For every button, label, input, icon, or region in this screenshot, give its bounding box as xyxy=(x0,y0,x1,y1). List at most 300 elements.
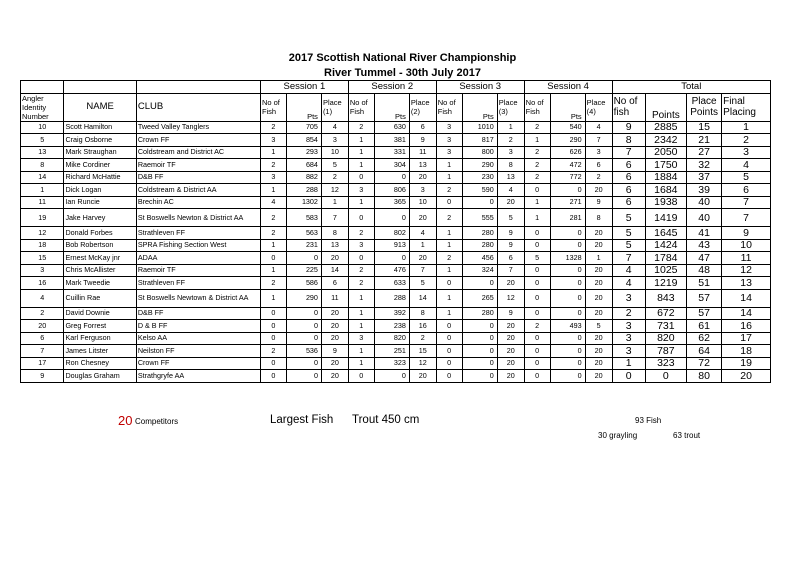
final-placing-cell: 18 xyxy=(722,345,771,358)
total-points-cell: 1884 xyxy=(645,171,686,184)
points-cell: 563 xyxy=(286,227,321,240)
place-points-cell: 61 xyxy=(687,320,722,333)
club-cell: Brechin AC xyxy=(136,196,260,209)
fish-count-cell: 2 xyxy=(524,171,550,184)
fish-count-cell: 1 xyxy=(524,209,550,227)
final-placing-cell: 2 xyxy=(722,134,771,147)
name-cell: Greg Forrest xyxy=(64,320,136,333)
table-row xyxy=(21,357,771,370)
place-cell: 4 xyxy=(497,184,524,197)
name-cell: Mark Tweedie xyxy=(64,277,136,290)
club-cell: Crown FF xyxy=(136,357,260,370)
place-cell: 13 xyxy=(321,239,348,252)
total-points-cell: 0 xyxy=(645,370,686,383)
fish-header-1: No of Fish xyxy=(260,93,286,121)
fish-count-cell: 3 xyxy=(348,239,374,252)
fish-count-cell: 0 xyxy=(348,252,374,265)
fish-count-cell: 1 xyxy=(436,239,462,252)
place-header-2: Place (2) xyxy=(409,93,436,121)
points-cell: 882 xyxy=(286,171,321,184)
club-cell: Coldstream & District AA xyxy=(136,184,260,197)
place-cell: 20 xyxy=(409,370,436,383)
points-header: Points xyxy=(645,93,686,121)
fish-count-cell: 1 xyxy=(348,196,374,209)
total-points-cell: 323 xyxy=(645,357,686,370)
session-2-header: Session 2 xyxy=(348,81,436,94)
name-cell: Richard McHattie xyxy=(64,171,136,184)
name-cell: Mike Cordiner xyxy=(64,159,136,172)
fish-count-cell: 0 xyxy=(436,370,462,383)
place-cell: 7 xyxy=(497,264,524,277)
total-points-cell: 731 xyxy=(645,320,686,333)
points-cell: 381 xyxy=(374,134,409,147)
fish-count-cell: 1 xyxy=(524,196,550,209)
points-cell: 0 xyxy=(462,357,497,370)
fish-count-cell: 2 xyxy=(260,345,286,358)
place-cell: 20 xyxy=(321,357,348,370)
place-cell: 6 xyxy=(321,277,348,290)
angler-id-cell: 8 xyxy=(21,159,64,172)
name-header: NAME xyxy=(64,93,136,121)
place-header-3: Place (3) xyxy=(497,93,524,121)
total-fish-cell: 0 xyxy=(612,370,645,383)
table-row xyxy=(21,171,771,184)
total-fish-cell: 6 xyxy=(612,159,645,172)
place-cell: 8 xyxy=(585,209,612,227)
fish-count-cell: 3 xyxy=(436,121,462,134)
fish-count-cell: 0 xyxy=(348,370,374,383)
place-points-cell: 39 xyxy=(687,184,722,197)
points-cell: 540 xyxy=(550,121,585,134)
fish-count-cell: 0 xyxy=(524,370,550,383)
points-cell: 0 xyxy=(462,196,497,209)
points-cell: 365 xyxy=(374,196,409,209)
name-cell: Cuillin Rae xyxy=(64,289,136,307)
points-cell: 280 xyxy=(462,227,497,240)
table-row xyxy=(21,277,771,290)
table-row xyxy=(21,121,771,134)
place-cell: 20 xyxy=(497,332,524,345)
angler-id-cell: 1 xyxy=(21,184,64,197)
points-cell: 854 xyxy=(286,134,321,147)
name-cell: Scott Hamilton xyxy=(64,121,136,134)
fish-count-cell: 5 xyxy=(524,252,550,265)
place-cell: 20 xyxy=(585,227,612,240)
results-table xyxy=(20,80,771,383)
points-cell: 456 xyxy=(462,252,497,265)
place-points-cell: 43 xyxy=(687,239,722,252)
fish-count-cell: 3 xyxy=(436,146,462,159)
place-cell: 20 xyxy=(585,239,612,252)
fish-count-cell: 0 xyxy=(524,264,550,277)
place-points-cell: 57 xyxy=(687,289,722,307)
place-cell: 9 xyxy=(585,196,612,209)
place-cell: 2 xyxy=(409,332,436,345)
pts-header-1: Pts xyxy=(286,93,321,121)
place-cell: 4 xyxy=(585,121,612,134)
place-cell: 6 xyxy=(585,159,612,172)
table-row xyxy=(21,184,771,197)
angler-id-cell: 5 xyxy=(21,134,64,147)
points-cell: 392 xyxy=(374,307,409,320)
name-cell: Ron Chesney xyxy=(64,357,136,370)
place-cell: 20 xyxy=(585,184,612,197)
name-cell: Chris McAllister xyxy=(64,264,136,277)
points-cell: 0 xyxy=(550,345,585,358)
fish-count-cell: 1 xyxy=(348,357,374,370)
points-cell: 251 xyxy=(374,345,409,358)
place-points-cell: 62 xyxy=(687,332,722,345)
club-cell: Neilston FF xyxy=(136,345,260,358)
place-cell: 20 xyxy=(585,332,612,345)
place-cell: 8 xyxy=(321,227,348,240)
total-points-cell: 1219 xyxy=(645,277,686,290)
angler-id-cell: 15 xyxy=(21,252,64,265)
place-cell: 13 xyxy=(409,159,436,172)
place-cell: 20 xyxy=(497,370,524,383)
place-points-cell: 72 xyxy=(687,357,722,370)
angler-id-cell: 7 xyxy=(21,345,64,358)
page-subtitle: River Tummel - 30th July 2017 xyxy=(324,67,481,79)
table-row xyxy=(21,209,771,227)
final-placing-cell: 7 xyxy=(722,196,771,209)
largest-fish-label: Largest Fish xyxy=(270,414,334,426)
club-cell: Crown FF xyxy=(136,134,260,147)
total-fish-cell: 4 xyxy=(612,264,645,277)
total-fish-cell: 1 xyxy=(612,357,645,370)
fish-count-cell: 1 xyxy=(348,146,374,159)
fish-count-cell: 0 xyxy=(524,332,550,345)
points-cell: 0 xyxy=(374,370,409,383)
fish-count-cell: 0 xyxy=(524,345,550,358)
points-cell: 280 xyxy=(462,307,497,320)
fish-count-cell: 1 xyxy=(436,159,462,172)
place-cell: 6 xyxy=(497,252,524,265)
place-cell: 5 xyxy=(497,209,524,227)
fish-count-cell: 0 xyxy=(260,252,286,265)
place-cell: 14 xyxy=(409,289,436,307)
place-points-header: Place Points xyxy=(687,93,722,121)
place-points-cell: 48 xyxy=(687,264,722,277)
largest-fish-value: Trout 450 cm xyxy=(352,414,420,426)
fish-count-cell: 0 xyxy=(260,307,286,320)
points-cell: 0 xyxy=(286,307,321,320)
column-header-row xyxy=(21,93,771,121)
angler-id-cell: 10 xyxy=(21,121,64,134)
points-cell: 1328 xyxy=(550,252,585,265)
points-cell: 0 xyxy=(374,252,409,265)
competitors-label: Competitors xyxy=(135,417,179,426)
total-fish-cell: 5 xyxy=(612,239,645,252)
name-cell: David Downie xyxy=(64,307,136,320)
points-cell: 0 xyxy=(286,357,321,370)
total-points-cell: 672 xyxy=(645,307,686,320)
fish-count-cell: 2 xyxy=(436,209,462,227)
points-cell: 280 xyxy=(462,239,497,252)
table-row xyxy=(21,239,771,252)
total-fish-header: No of fish xyxy=(612,93,645,121)
place-cell: 7 xyxy=(321,209,348,227)
place-cell: 20 xyxy=(497,320,524,333)
total-fish-cell: 3 xyxy=(612,332,645,345)
place-cell: 20 xyxy=(497,357,524,370)
fish-count-cell: 1 xyxy=(260,289,286,307)
fish-count-cell: 2 xyxy=(260,209,286,227)
table-row xyxy=(21,289,771,307)
fish-count-cell: 2 xyxy=(260,277,286,290)
place-header-1: Place (1) xyxy=(321,93,348,121)
place-points-cell: 51 xyxy=(687,277,722,290)
name-cell: Donald Forbes xyxy=(64,227,136,240)
name-cell: Dick Logan xyxy=(64,184,136,197)
table-row xyxy=(21,307,771,320)
points-cell: 590 xyxy=(462,184,497,197)
place-cell: 13 xyxy=(497,171,524,184)
place-cell: 20 xyxy=(585,264,612,277)
session-3-header: Session 3 xyxy=(436,81,524,94)
points-cell: 0 xyxy=(550,227,585,240)
club-cell: Strathleven FF xyxy=(136,277,260,290)
name-cell: Bob Robertson xyxy=(64,239,136,252)
points-cell: 0 xyxy=(286,332,321,345)
total-fish-cell: 3 xyxy=(612,345,645,358)
points-cell: 238 xyxy=(374,320,409,333)
place-cell: 20 xyxy=(585,289,612,307)
fish-count-cell: 3 xyxy=(348,184,374,197)
trout-count: 63 trout xyxy=(673,431,701,440)
points-cell: 0 xyxy=(462,345,497,358)
name-cell: Craig Osborne xyxy=(64,134,136,147)
place-cell: 9 xyxy=(497,239,524,252)
total-fish-cell: 4 xyxy=(612,277,645,290)
club-cell: D&B FF xyxy=(136,171,260,184)
place-points-cell: 80 xyxy=(687,370,722,383)
points-cell: 586 xyxy=(286,277,321,290)
table-row xyxy=(21,370,771,383)
points-cell: 271 xyxy=(550,196,585,209)
place-cell: 2 xyxy=(585,171,612,184)
total-fish-cell: 7 xyxy=(612,252,645,265)
points-cell: 0 xyxy=(550,184,585,197)
final-placing-cell: 4 xyxy=(722,159,771,172)
place-cell: 8 xyxy=(409,307,436,320)
points-cell: 290 xyxy=(286,289,321,307)
final-placing-cell: 5 xyxy=(722,171,771,184)
club-cell: Coldstream and District AC xyxy=(136,146,260,159)
place-points-cell: 27 xyxy=(687,146,722,159)
table-row xyxy=(21,320,771,333)
points-cell: 0 xyxy=(374,209,409,227)
club-cell: St Boswells Newtown & District AA xyxy=(136,289,260,307)
points-cell: 472 xyxy=(550,159,585,172)
fish-total: 93 Fish xyxy=(635,416,662,425)
club-cell: St Boswells Newton & District AA xyxy=(136,209,260,227)
points-cell: 323 xyxy=(374,357,409,370)
fish-count-cell: 0 xyxy=(348,171,374,184)
fish-count-cell: 2 xyxy=(348,227,374,240)
points-cell: 0 xyxy=(462,320,497,333)
total-points-cell: 820 xyxy=(645,332,686,345)
fish-count-cell: 1 xyxy=(524,134,550,147)
points-cell: 476 xyxy=(374,264,409,277)
place-header-4: Place (4) xyxy=(585,93,612,121)
fish-count-cell: 0 xyxy=(260,357,286,370)
place-cell: 4 xyxy=(321,121,348,134)
fish-count-cell: 0 xyxy=(436,357,462,370)
place-cell: 20 xyxy=(409,171,436,184)
place-cell: 20 xyxy=(497,277,524,290)
points-cell: 225 xyxy=(286,264,321,277)
place-cell: 20 xyxy=(585,370,612,383)
page-title: 2017 Scottish National River Championship xyxy=(288,52,517,64)
fish-count-cell: 1 xyxy=(436,289,462,307)
angler-id-cell: 12 xyxy=(21,227,64,240)
place-cell: 6 xyxy=(409,121,436,134)
name-cell: Ian Runcie xyxy=(64,196,136,209)
fish-count-cell: 0 xyxy=(524,357,550,370)
angler-id-cell: 14 xyxy=(21,171,64,184)
fish-count-cell: 3 xyxy=(436,134,462,147)
points-cell: 0 xyxy=(550,264,585,277)
fish-count-cell: 1 xyxy=(260,184,286,197)
competitors-count: 20 xyxy=(118,413,133,428)
table-row xyxy=(21,146,771,159)
place-cell: 9 xyxy=(409,134,436,147)
place-points-cell: 37 xyxy=(687,171,722,184)
points-cell: 324 xyxy=(462,264,497,277)
total-points-cell: 2050 xyxy=(645,146,686,159)
table-row xyxy=(21,196,771,209)
total-points-cell: 1938 xyxy=(645,196,686,209)
total-fish-cell: 8 xyxy=(612,134,645,147)
points-cell: 304 xyxy=(374,159,409,172)
place-points-cell: 41 xyxy=(687,227,722,240)
points-cell: 0 xyxy=(286,252,321,265)
total-fish-cell: 3 xyxy=(612,289,645,307)
place-cell: 20 xyxy=(585,357,612,370)
final-placing-cell: 11 xyxy=(722,252,771,265)
points-cell: 0 xyxy=(550,357,585,370)
final-placing-cell: 7 xyxy=(722,209,771,227)
fish-count-cell: 2 xyxy=(260,121,286,134)
place-cell: 20 xyxy=(497,196,524,209)
points-cell: 290 xyxy=(550,134,585,147)
place-cell: 1 xyxy=(497,121,524,134)
fish-count-cell: 0 xyxy=(524,307,550,320)
total-points-cell: 787 xyxy=(645,345,686,358)
fish-count-cell: 4 xyxy=(260,196,286,209)
place-cell: 5 xyxy=(585,320,612,333)
fish-header-2: No of Fish xyxy=(348,93,374,121)
fish-count-cell: 2 xyxy=(348,264,374,277)
place-cell: 11 xyxy=(321,289,348,307)
points-cell: 288 xyxy=(374,289,409,307)
place-cell: 3 xyxy=(585,146,612,159)
fish-count-cell: 1 xyxy=(436,171,462,184)
fish-count-cell: 0 xyxy=(260,332,286,345)
fish-count-cell: 2 xyxy=(348,121,374,134)
points-cell: 231 xyxy=(286,239,321,252)
final-placing-cell: 9 xyxy=(722,227,771,240)
points-cell: 583 xyxy=(286,209,321,227)
table-row xyxy=(21,345,771,358)
final-placing-cell: 10 xyxy=(722,239,771,252)
fish-count-cell: 2 xyxy=(260,227,286,240)
points-cell: 293 xyxy=(286,146,321,159)
fish-count-cell: 3 xyxy=(348,332,374,345)
points-cell: 290 xyxy=(462,159,497,172)
place-cell: 16 xyxy=(409,320,436,333)
place-points-cell: 57 xyxy=(687,307,722,320)
angler-id-cell: 6 xyxy=(21,332,64,345)
points-cell: 281 xyxy=(550,209,585,227)
session-1-header: Session 1 xyxy=(260,81,348,94)
points-cell: 817 xyxy=(462,134,497,147)
final-placing-cell: 3 xyxy=(722,146,771,159)
place-cell: 1 xyxy=(409,239,436,252)
name-cell: Mark Straughan xyxy=(64,146,136,159)
fish-count-cell: 1 xyxy=(260,264,286,277)
total-header: Total xyxy=(612,81,770,94)
place-cell: 1 xyxy=(321,196,348,209)
fish-count-cell: 2 xyxy=(524,146,550,159)
total-fish-cell: 7 xyxy=(612,146,645,159)
place-cell: 20 xyxy=(585,345,612,358)
fish-header-3: No of Fish xyxy=(436,93,462,121)
place-cell: 12 xyxy=(497,289,524,307)
angler-id-cell: 4 xyxy=(21,289,64,307)
total-points-cell: 1684 xyxy=(645,184,686,197)
place-cell: 10 xyxy=(321,146,348,159)
total-fish-cell: 6 xyxy=(612,184,645,197)
place-cell: 20 xyxy=(321,320,348,333)
place-cell: 7 xyxy=(585,134,612,147)
total-points-cell: 1645 xyxy=(645,227,686,240)
total-fish-cell: 6 xyxy=(612,171,645,184)
place-points-cell: 64 xyxy=(687,345,722,358)
fish-count-cell: 2 xyxy=(436,184,462,197)
fish-count-cell: 2 xyxy=(348,277,374,290)
fish-count-cell: 2 xyxy=(260,159,286,172)
session-4-header: Session 4 xyxy=(524,81,612,94)
points-cell: 630 xyxy=(374,121,409,134)
fish-count-cell: 1 xyxy=(348,289,374,307)
fish-count-cell: 1 xyxy=(436,227,462,240)
place-cell: 20 xyxy=(321,307,348,320)
fish-count-cell: 1 xyxy=(436,307,462,320)
points-cell: 0 xyxy=(550,289,585,307)
session-header-row xyxy=(21,81,771,94)
place-cell: 15 xyxy=(409,345,436,358)
table-row xyxy=(21,332,771,345)
fish-count-cell: 3 xyxy=(260,134,286,147)
fish-count-cell: 0 xyxy=(436,332,462,345)
fish-count-cell: 0 xyxy=(436,345,462,358)
points-cell: 802 xyxy=(374,227,409,240)
final-placing-cell: 14 xyxy=(722,307,771,320)
place-cell: 20 xyxy=(585,307,612,320)
place-points-cell: 47 xyxy=(687,252,722,265)
table-row xyxy=(21,227,771,240)
place-cell: 11 xyxy=(409,146,436,159)
place-cell: 20 xyxy=(409,209,436,227)
points-cell: 0 xyxy=(550,277,585,290)
points-cell: 1302 xyxy=(286,196,321,209)
table-row xyxy=(21,264,771,277)
place-cell: 5 xyxy=(409,277,436,290)
place-points-cell: 40 xyxy=(687,209,722,227)
angler-id-cell: 16 xyxy=(21,277,64,290)
